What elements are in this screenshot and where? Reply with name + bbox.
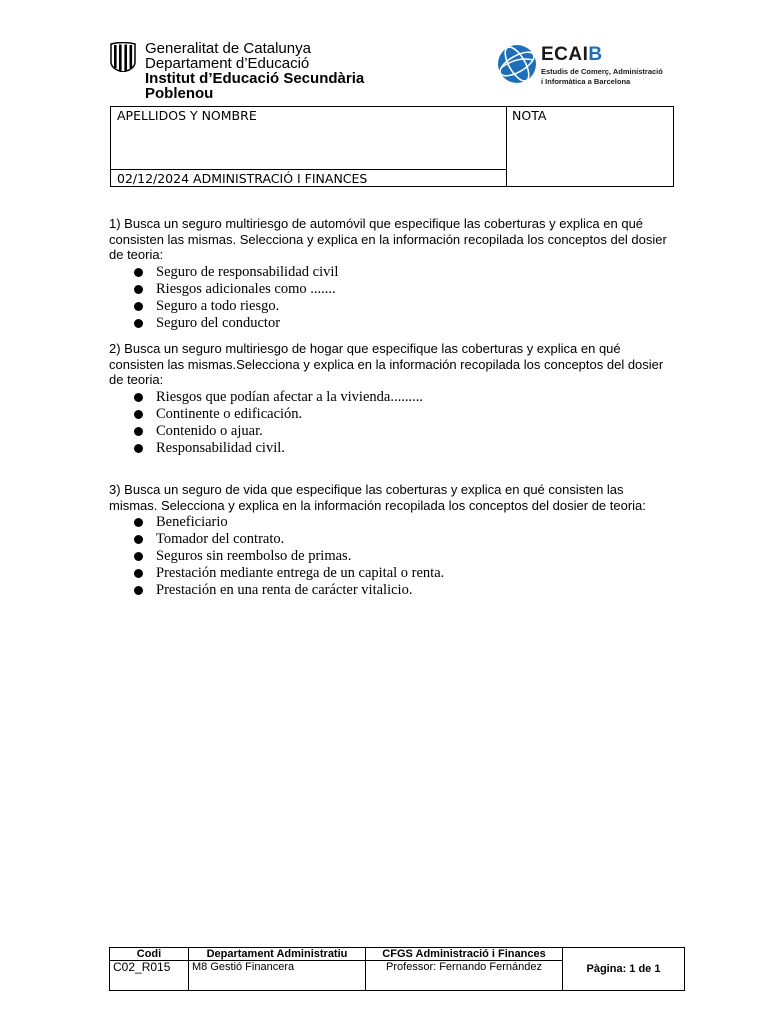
footer-header-row (110, 948, 685, 961)
list-item: Tomador del contrato. (109, 531, 675, 548)
list-item: Prestación mediante entrega de un capital o renta. (109, 565, 675, 582)
grade-label: NOTA (512, 108, 547, 123)
list-item: Seguro a todo riesgo. (109, 298, 675, 315)
department-value: M8 Gestió Financera (189, 961, 366, 991)
cell-divider (111, 169, 506, 170)
date-subject-label: 02/12/2024 ADMINISTRACIÓ I FINANCES (117, 171, 368, 186)
list-item: Riesgos que podían afectar a la vivienda......... (109, 389, 675, 406)
bullet-icon (134, 444, 143, 453)
question-1 (109, 216, 675, 332)
list-item: Prestación en una renta de carácter vitalicio. (109, 582, 675, 599)
code-value: C02_R015 (110, 961, 189, 991)
department-name: Departament d’Educació (145, 55, 310, 72)
bullet-icon (134, 319, 143, 328)
ecaib-subtitle: Estudis de Comerç, Administració i Informàtica a Barcelona (541, 67, 663, 86)
student-name-cell (111, 107, 507, 186)
student-info-table (110, 106, 674, 187)
bullet-icon (134, 569, 143, 578)
question-3-text: 3) Busca un seguro de vida que especifique las coberturas y explica en qué consisten las mismas. Selecciona y explica en la información recopilada los conceptos del dosier de teoria: (109, 482, 646, 513)
generalitat-text (145, 41, 364, 101)
question-1-text: 1) Busca un seguro multiriesgo de automóvil que especifique las coberturas y explica en qué consisten las mismas. Selecciona y explica en la información recopilada los conceptos del dosier de teoria: (109, 216, 667, 262)
bullet-icon (134, 427, 143, 436)
code-header: Codi (110, 948, 189, 961)
question-2 (109, 341, 675, 457)
question-3-list (109, 514, 675, 599)
list-item: Seguro de responsabilidad civil (109, 264, 675, 281)
institute-location: Poblenou (145, 85, 214, 102)
course-header: CFGS Administració i Finances (366, 948, 563, 961)
question-1-list (109, 264, 675, 332)
bullet-icon (134, 535, 143, 544)
question-3 (109, 482, 675, 599)
list-item: Riesgos adicionales como ....... (109, 281, 675, 298)
ecaib-wordmark: ECAIB (541, 44, 603, 65)
department-header: Departament Administratiu (189, 948, 366, 961)
bullet-icon (134, 268, 143, 277)
generalitat-name: Generalitat de Catalunya (145, 40, 311, 57)
page-number: Pàgina: 1 de 1 (563, 948, 685, 991)
bullet-icon (134, 393, 143, 402)
ecaib-logo (497, 44, 677, 90)
generalitat-emblem-icon (110, 42, 136, 72)
question-2-text: 2) Busca un seguro multiriesgo de hogar que especifique las coberturas y explica en qué consisten las mismas.Selecciona y explica en la información recopilada los conceptos del dosier de teoria: (109, 341, 664, 387)
list-item: Responsabilidad civil. (109, 440, 675, 457)
footer-table (109, 947, 685, 991)
institute-name: Institut d’Educació Secundària (145, 70, 365, 87)
bullet-icon (134, 410, 143, 419)
name-label: APELLIDOS Y NOMBRE (117, 108, 257, 123)
generalitat-logo (108, 42, 378, 104)
bullet-icon (134, 285, 143, 294)
course-value: Professor: Fernando Fernández (366, 961, 563, 991)
bullet-icon (134, 302, 143, 311)
bullet-icon (134, 518, 143, 527)
list-item: Seguros sin reembolso de primas. (109, 548, 675, 565)
bullet-icon (134, 586, 143, 595)
list-item: Beneficiario (109, 514, 675, 531)
globe-icon (497, 44, 537, 84)
list-item: Continente o edificación. (109, 406, 675, 423)
bullet-icon (134, 552, 143, 561)
question-2-list (109, 389, 675, 457)
list-item: Seguro del conductor (109, 315, 675, 332)
list-item: Contenido o ajuar. (109, 423, 675, 440)
